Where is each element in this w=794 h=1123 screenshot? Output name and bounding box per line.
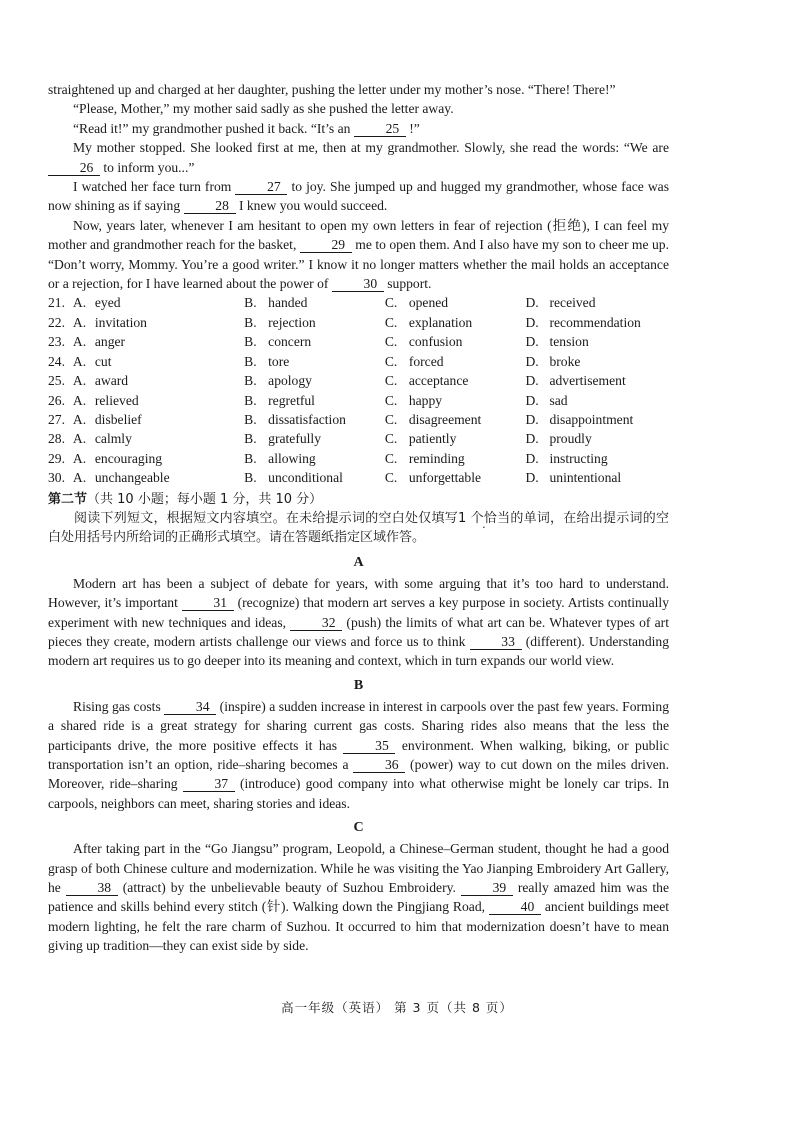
option-text: tore xyxy=(268,353,290,369)
option-a xyxy=(73,293,244,312)
question-number: 22. xyxy=(48,314,65,330)
option-text: invitation xyxy=(94,314,147,330)
option-text: opened xyxy=(408,295,449,311)
blank-35: 35 xyxy=(343,738,395,754)
option-text: anger xyxy=(94,334,126,350)
option-text: broke xyxy=(549,353,581,369)
option-letter: A. xyxy=(72,373,87,389)
option-letter: D. xyxy=(525,295,539,311)
option-text: gratefully xyxy=(268,431,321,447)
option-text: cut xyxy=(94,353,112,369)
passage-b: Rising gas costs 34 (inspire) a sudden increase in interest in carpools over the past few years. Forming a shared ride is a great strategy for sharing current gas costs. Sharing rides also means that the less the participants drive, the more positive effects it has 35 environment. When walking, biking, or public transportation isn’t an option, ride–sharing becomes a 36 (power) way to cut down on the miles driven. Moreover, ride–sharing 37 (introduce) good company into what otherwise might be lonely car trips. In carpools, neighbors can meet, sharing stories and ideas. xyxy=(48,698,670,811)
option-b xyxy=(244,313,385,332)
option-letter: A. xyxy=(72,334,87,350)
question-number: 23. xyxy=(48,334,65,350)
options-list xyxy=(48,293,669,487)
option-row xyxy=(48,410,669,429)
option-b xyxy=(244,429,385,448)
section-heading: 第二节（共 10 小题；每小题 1 分，共 10 分） xyxy=(48,491,323,507)
option-b xyxy=(244,449,385,468)
paragraph: straightened up and charged at her daughter, pushing the letter under my mother’s nose. “There! There!” xyxy=(48,82,616,97)
option-text: unforgettable xyxy=(408,470,482,486)
option-text: relieved xyxy=(94,392,139,408)
blank-33: 33 xyxy=(470,634,522,650)
option-text: apology xyxy=(268,373,312,389)
option-letter: A. xyxy=(72,450,87,466)
option-letter: B. xyxy=(244,314,257,330)
option-a xyxy=(73,410,244,429)
blank-34: 34 xyxy=(164,699,216,715)
option-d xyxy=(525,391,669,410)
option-b xyxy=(244,410,385,429)
option-d xyxy=(525,313,669,332)
paragraph: Now, years later, whenever I am hesitant to open my own letters in fear of rejection (拒绝), I can feel my mother and grandmother reach for the basket, 29 me to open them. And I also have my son to cheer me up. “Don’t worry, Mommy. You’re a good writer.” I know it no longer matters whether the mail holds an acceptance or a rejection, for I have learned about the power of 30 support. xyxy=(48,217,669,292)
option-letter: A. xyxy=(72,431,87,447)
option-letter: D. xyxy=(525,314,539,330)
blank-29: 29 xyxy=(300,237,352,253)
blank-39: 39 xyxy=(461,880,513,896)
option-letter: B. xyxy=(244,470,257,486)
option-d xyxy=(525,410,669,429)
option-letter: A. xyxy=(72,314,87,330)
option-letter: D. xyxy=(525,334,539,350)
option-row xyxy=(48,293,669,312)
option-row xyxy=(48,313,669,332)
passage-title-c: C xyxy=(353,820,364,836)
passage-title-a: A xyxy=(353,554,364,570)
option-row xyxy=(48,352,669,371)
option-letter: D. xyxy=(525,431,539,447)
section-instructions: 阅读下列短文，根据短文内容填空。在未给提示词的空白处仅填写1 个 .恰当的单词，在给出提示词的空白处用括号内所给词的正确形式填空。请在答题纸指定区域作答。 xyxy=(48,509,669,548)
question-number: 26. xyxy=(48,392,65,408)
option-row xyxy=(48,391,669,410)
option-text: dissatisfaction xyxy=(268,411,346,427)
blank-25: 25 xyxy=(354,121,406,137)
blank-26: 26 xyxy=(48,160,100,176)
option-b xyxy=(244,352,385,371)
option-d xyxy=(525,293,669,312)
question-number: 27. xyxy=(48,411,65,427)
option-b xyxy=(244,332,385,351)
blank-40: 40 xyxy=(489,899,541,915)
option-text: patiently xyxy=(408,431,457,447)
passage-title-b: B xyxy=(353,677,364,693)
blank-37: 37 xyxy=(183,776,235,792)
emphasis-dot: 1 个 . xyxy=(458,511,484,526)
option-letter: B. xyxy=(244,431,257,447)
option-text: allowing xyxy=(268,450,316,466)
option-text: encouraging xyxy=(94,450,163,466)
option-d xyxy=(525,332,669,351)
option-letter: B. xyxy=(244,334,257,350)
option-letter: C. xyxy=(384,431,398,447)
option-text: reminding xyxy=(408,450,465,466)
option-text: unconditional xyxy=(268,470,343,486)
option-b xyxy=(244,391,385,410)
option-a xyxy=(73,332,244,351)
option-letter: D. xyxy=(525,470,539,486)
option-text: recommendation xyxy=(549,314,641,330)
option-letter: C. xyxy=(384,450,398,466)
option-text: advertisement xyxy=(549,373,626,389)
option-letter: C. xyxy=(384,373,398,389)
option-letter: B. xyxy=(244,373,257,389)
option-b xyxy=(244,371,385,390)
option-c xyxy=(385,468,526,487)
option-a xyxy=(73,313,244,332)
option-letter: B. xyxy=(244,353,257,369)
option-text: explanation xyxy=(408,314,473,330)
option-c xyxy=(385,293,526,312)
option-d xyxy=(525,352,669,371)
option-c xyxy=(385,410,526,429)
question-number: 21. xyxy=(48,295,65,311)
option-a xyxy=(73,468,244,487)
option-d xyxy=(525,371,669,390)
option-text: tension xyxy=(549,334,589,350)
option-letter: A. xyxy=(72,353,87,369)
option-row xyxy=(48,449,669,468)
option-c xyxy=(385,332,526,351)
option-d xyxy=(525,468,669,487)
option-text: calmly xyxy=(94,431,132,447)
option-letter: B. xyxy=(244,450,257,466)
option-text: disbelief xyxy=(94,411,142,427)
option-letter: D. xyxy=(525,353,539,369)
option-letter: C. xyxy=(384,353,398,369)
option-text: instructing xyxy=(549,450,608,466)
option-letter: C. xyxy=(384,470,398,486)
blank-36: 36 xyxy=(353,757,405,773)
option-text: proudly xyxy=(549,431,592,447)
option-row xyxy=(48,468,669,487)
option-row xyxy=(48,371,669,390)
option-c xyxy=(385,313,526,332)
option-letter: C. xyxy=(384,314,398,330)
option-letter: A. xyxy=(72,470,87,486)
paragraph: I watched her face turn from 27 to joy. She jumped up and hugged my grandmother, whose face was now shining as if saying 28 I knew you would succeed. xyxy=(48,179,670,214)
option-letter: B. xyxy=(244,411,257,427)
passage-a: Modern art has been a subject of debate for years, with some arguing that it’s too hard to understand. However, it’s important 31 (recognize) that modern art serves a key purpose in society. Artists continually experiment with new techniques and ideas, 32 (push) the limits of what art can be. Whatever types of art pieces they create, modern artists challenge our views and force us to think 33 (different). Understanding modern art requires us to go deeper into its meaning and context, which in turn expands our world view. xyxy=(48,575,669,669)
passage-c: After taking part in the “Go Jiangsu” program, Leopold, a Chinese–German student, thought he had a good grasp of both Chinese culture and modernization. While he was visiting the Yao Jianping Embroidery Art Gallery, he 38 (attract) by the unbelievable beauty of Suzhou Embroidery. 39 really amazed him was the patience and skills behind every stitch (针). Walking down the Pingjiang Road, 40 ancient buildings meet modern lighting, he felt the rare charm of Suzhou. It occurred to him that modernization doesn’t have to mean giving up tradition—they can exist side by side. xyxy=(48,841,670,954)
option-letter: C. xyxy=(384,295,398,311)
blank-28: 28 xyxy=(184,198,236,214)
option-letter: B. xyxy=(244,295,257,311)
option-row xyxy=(48,332,669,351)
option-text: handed xyxy=(268,295,308,311)
option-c xyxy=(385,391,526,410)
paragraph: My mother stopped. She looked first at me, then at my grandmother. Slowly, she read the words: “We are 26 to inform you...” xyxy=(48,138,669,177)
blank-38: 38 xyxy=(66,880,118,896)
paragraph: “Read it!” my grandmother pushed it back. “It’s an 25 !” xyxy=(73,120,420,136)
option-text: eyed xyxy=(94,295,121,311)
blank-32: 32 xyxy=(290,615,342,631)
option-d xyxy=(525,449,669,468)
question-number: 24. xyxy=(48,353,65,369)
question-number: 30. xyxy=(48,470,65,486)
option-text: award xyxy=(94,373,129,389)
option-c xyxy=(385,429,526,448)
option-text: disappointment xyxy=(549,411,634,427)
option-text: acceptance xyxy=(408,373,469,389)
option-text: regretful xyxy=(268,392,315,408)
blank-30: 30 xyxy=(332,276,384,292)
option-letter: D. xyxy=(525,392,539,408)
option-letter: A. xyxy=(72,295,87,311)
option-text: received xyxy=(549,295,596,311)
option-letter: A. xyxy=(72,392,87,408)
option-text: confusion xyxy=(408,334,463,350)
option-text: happy xyxy=(408,392,443,408)
option-letter: D. xyxy=(525,411,539,427)
option-text: disagreement xyxy=(408,411,482,427)
cloze-passage-end xyxy=(48,80,669,293)
option-letter: A. xyxy=(72,411,87,427)
page-footer: 高一年级（英语） 第 3 页（共 8 页） xyxy=(281,1000,513,1015)
option-letter: C. xyxy=(384,392,398,408)
option-b xyxy=(244,293,385,312)
option-text: sad xyxy=(549,392,568,408)
option-text: unchangeable xyxy=(94,470,170,486)
option-letter: C. xyxy=(384,334,398,350)
question-number: 28. xyxy=(48,431,65,447)
option-text: rejection xyxy=(268,314,316,330)
option-letter: D. xyxy=(525,373,539,389)
option-text: concern xyxy=(268,334,312,350)
option-text: forced xyxy=(408,353,444,369)
option-a xyxy=(73,449,244,468)
option-a xyxy=(73,391,244,410)
blank-27: 27 xyxy=(235,179,287,195)
question-number: 29. xyxy=(48,450,65,466)
paragraph: “Please, Mother,” my mother said sadly as she pushed the letter away. xyxy=(73,101,454,117)
option-letter: D. xyxy=(525,450,539,466)
option-c xyxy=(385,352,526,371)
option-a xyxy=(73,371,244,390)
option-a xyxy=(73,429,244,448)
option-d xyxy=(525,429,669,448)
blank-31: 31 xyxy=(182,595,234,611)
option-a xyxy=(73,352,244,371)
option-letter: C. xyxy=(384,411,398,427)
exam-page xyxy=(48,80,669,956)
option-c xyxy=(385,449,526,468)
option-text: unintentional xyxy=(549,470,622,486)
option-c xyxy=(385,371,526,390)
option-b xyxy=(244,468,385,487)
option-row xyxy=(48,429,669,448)
question-number: 25. xyxy=(48,373,65,389)
option-letter: B. xyxy=(244,392,257,408)
